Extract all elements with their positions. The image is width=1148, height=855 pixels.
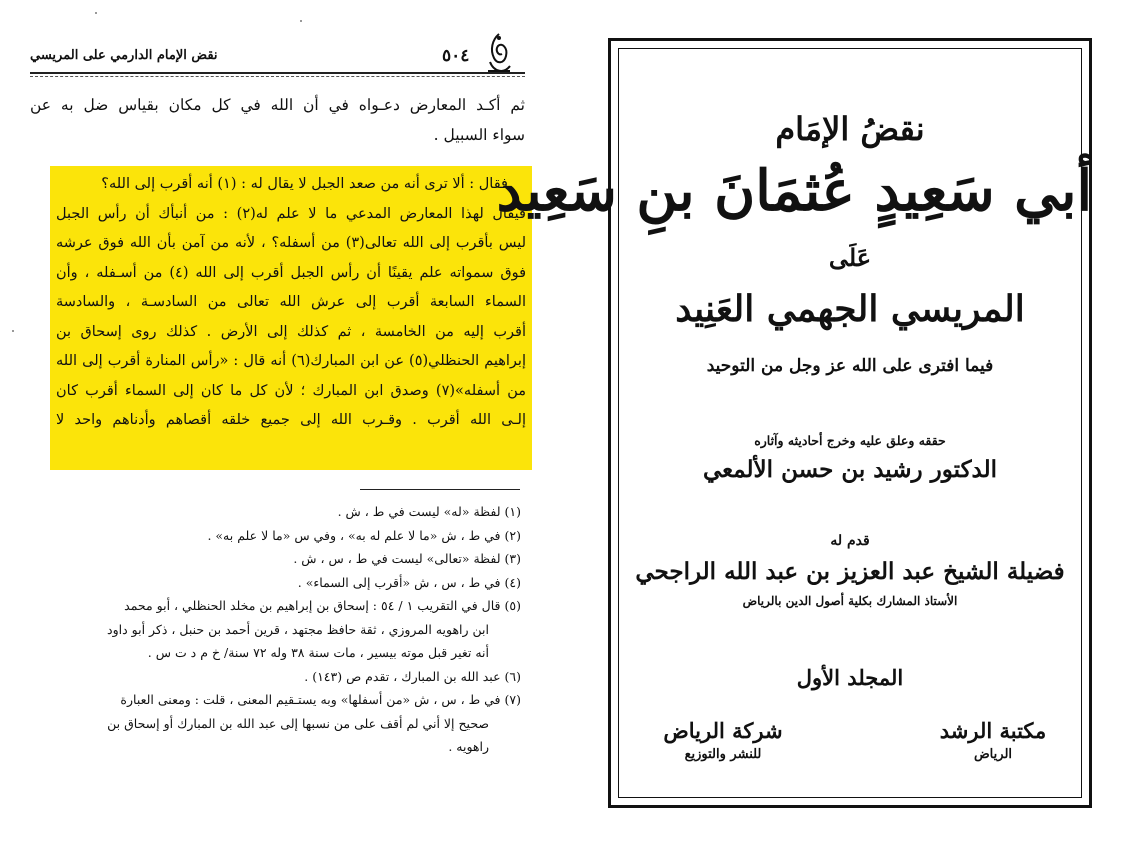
volume-label: المجلد الأول [796,665,904,690]
publisher-name: شركة الرياض [663,718,783,743]
title-line-1: نقضُ الإمَام [775,110,925,148]
text-line: إبراهيم الحنظلي(٥) عن ابن المبارك(٦) أنه قال : «رأس المنارة أقرب إلى الله [56,353,526,369]
scan-speck [12,330,14,332]
text-line: أقرب إليه من الخامسة ، ثم كذلك إلى الأرض . كذلك روى إسحاق بن [56,323,526,340]
text-line: سواء السبيل . [433,126,525,144]
running-header-title: نقض الإمام الدارمي على المريسي [30,48,218,63]
footnote: (٣) لفظة «تعالى» ليست في ط ، س ، ش . [293,551,521,566]
publisher-subtitle: للنشر والتوزيع [684,747,762,762]
introduction-label: قدم له [830,533,870,549]
title-word-ala: عَلَى [828,243,872,272]
header-rule [30,72,525,74]
text-line: ليس بأقرب إلى الله تعالى(٣) من أسفله؟ ، لأنه من آمن بأن الله فوق عرشه [56,235,526,251]
publisher-sharikat-alriyadh [638,718,808,762]
footnote-continuation: ابن راهويه المروزي ، ثقة حافظ مجتهد ، قرين أحمد بن حنبل ، ذكر أبو داود [107,621,489,637]
text-line: إلـى الله أقرب . وقـرب الله إلى جميع خلقه أقصاهم وأدناهم واحد لا [56,412,526,428]
footnote: (٦) عبد الله بن المبارك ، تقدم ص (١٤٣) . [304,668,521,684]
text-line: فقال : ألا ترى أنه من صعد الجبل لا يقال له : (١) أنه أقرب إلى الله؟ [101,176,508,192]
publisher-city: الرياض [973,747,1013,762]
header-rule-dotted [30,76,525,77]
footnote-continuation: راهويه . [448,739,489,754]
footnote-continuation: صحيح إلا أني لم أقف على من نسبها إلى عبد الله بن المبارك أو إسحاق بن [107,715,489,731]
footnote: (٥) قال في التقريب ١ / ٥٤ : إسحاق بن إبراهيم بن مخلد الحنظلي ، أبو محمد [124,598,521,613]
editor-note: حققه وعلق عليه وخرج أحاديثه وآثاره [754,433,946,448]
footnote-continuation: أنه تغير قبل موته بيسير ، مات سنة ٣٨ وله ٧٢ سنة/ خ م د ت س . [147,645,489,660]
title-line-2: أبي سَعِيدٍ عُثمَانَ بنِ سَعِيد [496,158,1092,224]
page-number: ٥٠٤ [442,46,470,66]
footnote-rule [360,489,520,490]
scan-speck [95,12,97,14]
intro-paragraph [30,90,525,150]
title-page [496,38,1092,808]
text-line: فيقال لهذا المعارض المدعي ما لا علم له(٢) : من أنبأك أن رأس الجبل [56,205,526,222]
footnote: (٢) في ط ، ش «ما لا علم له به» ، وفي س «ما لا علم به» . [207,527,521,543]
text-line: فوق سمواته علم يقينًا أن رأس الجبل أقرب إلى الله (٤) من أسـفله ، وأن [56,264,526,281]
introducer-name: فضيلة الشيخ عبد العزيز بن عبد الله الراجحي [635,558,1065,585]
publisher-name: مكتبة الرشد [939,718,1047,743]
introducer-position: الأستاذ المشارك بكلية أصول الدين بالرياض [742,594,958,608]
subtitle: فيما افترى على الله عز وجل من التوحيد [706,356,994,376]
main-paragraph [56,170,526,436]
text-line: من أسفله»(٧) وصدق ابن المبارك ؛ لأن كل ما كان إلى السماء أقرب كان [56,382,526,399]
publisher-maktabat-alrushd [908,718,1078,762]
footnote: (١) لفظة «له» ليست في ط ، ش . [337,504,521,519]
text-line: ثم أكـد المعارض دعـواه في أن الله في كل مكان بقياس ضل به عن [30,96,525,114]
editor-name: الدكتور رشيد بن حسن الألمعي [702,456,997,483]
scan-speck [300,20,302,22]
footnote: (٤) في ط ، س ، ش «أقرب إلى السماء» . [297,574,521,590]
footnotes [26,500,521,759]
running-header [22,44,527,74]
title-line-3: المريسي الجهمي العَنِيد [675,288,1025,330]
footnote: (٧) في ط ، س ، ش «من أسفلها» وبه يستـقيم المعنى ، قلت : ومعنى العبارة [120,692,521,707]
text-line: السماء السابعة أقرب إلى عرش الله تعالى من السادسـة ، والسادسة [56,294,526,310]
